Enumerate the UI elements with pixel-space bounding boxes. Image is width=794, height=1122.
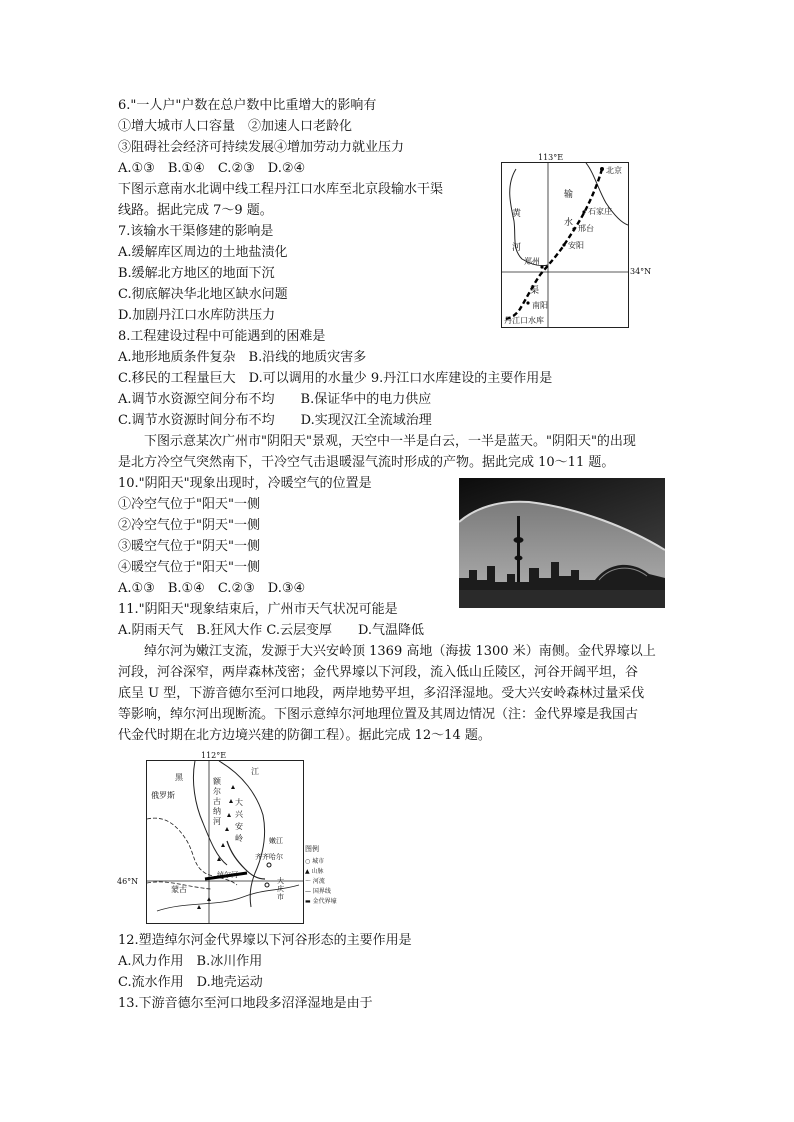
- q10-option-1: ①冷空气位于"阳天"一侧: [118, 497, 260, 512]
- map2-mongolia-label: 蒙古: [171, 885, 187, 894]
- map1-xingtai-label: 邢台: [578, 224, 594, 233]
- map1-canal-chars: 输水: [564, 190, 574, 228]
- q7-option-c: C.彻底解决华北地区缺水问题: [118, 287, 288, 302]
- daqing-dot: [265, 883, 269, 887]
- map2-russia-label: 俄罗斯: [151, 791, 175, 800]
- map2-daqing-label: 大庆市: [277, 877, 284, 901]
- q7-stem: 7.该输水干渠修建的影响是: [118, 224, 274, 239]
- q7-option-a: A.缓解库区周边的土地盐渍化: [118, 245, 288, 260]
- q12-options-cd: C.流水作用 D.地壳运动: [118, 975, 263, 990]
- map2-legend-wall: ▬ 金代界壕: [305, 898, 337, 905]
- water-diversion-map: [501, 153, 652, 328]
- q10-option-3: ③暖空气位于"阴天"一侧: [118, 539, 260, 554]
- intro-10-11-line2: 是北方冷空气突然南下，干冷空气击退暖湿气流时形成的产物。据此完成 10～11 题。: [118, 455, 615, 470]
- yinyang-sky-photo: [459, 478, 665, 608]
- map1-zhengzhou-label: 郑州: [524, 257, 540, 266]
- q9-options-ab: A.调节水资源空间分布不均 B.保证华中的电力供应: [118, 392, 432, 407]
- map1-anyang-label: 安阳: [568, 241, 584, 250]
- map2-argun-label: 额尔古纳河: [213, 777, 221, 826]
- q10-answers: A.①③ B.①④ C.②③ D.③④: [118, 581, 306, 596]
- q10-option-4: ④暖空气位于"阳天"一侧: [118, 560, 260, 575]
- photo-tower: [517, 516, 520, 586]
- map2-lat-label: 46°N: [117, 877, 139, 886]
- map1-danjiangkou-label: 丹江口水库: [504, 316, 544, 325]
- intro-12-14-line1: 绰尔河为嫩江支流，发源于大兴安岭顶 1369 高地（海拔 1300 米）南侧。金代界壕以上: [118, 644, 656, 659]
- map2-chuoer-label: 绰尔河: [217, 871, 238, 879]
- q6-options-line1: ①增大城市人口容量 ②加速人口老龄化: [118, 119, 353, 134]
- map2-daxinganling-label: 大兴安岭: [235, 798, 243, 843]
- map2-legend-title: 图例: [305, 845, 319, 853]
- map2-legend-mountain: ▲ 山脉: [305, 868, 324, 875]
- q8-stem: 8.工程建设过程中可能遇到的困难是: [118, 329, 326, 344]
- intro-7-9-line1: 下图示意南水北调中线工程丹江口水库至北京段输水干渠: [118, 182, 444, 197]
- q6-options-line2: ③阻碍社会经济可持续发展④增加劳动力就业压力: [118, 140, 405, 155]
- q13-stem: 13.下游音德尔至河口地段多沼泽湿地是由于: [118, 996, 373, 1011]
- yinyang-sky-photo-drawing: [459, 478, 665, 608]
- zhengzhou-dot: [540, 265, 543, 268]
- q7-option-b: B.缓解北方地区的地面下沉: [118, 266, 275, 281]
- map1-lon-label: 113°E: [538, 153, 564, 162]
- map2-legend-river: ～ 河流: [305, 878, 325, 885]
- q10-stem: 10."阴阳天"现象出现时，冷暖空气的位置是: [118, 476, 372, 491]
- q11-stem: 11."阴阳天"现象结束后，广州市天气状况可能是: [118, 602, 398, 617]
- q11-answers: A.阴雨天气 B.狂风大作 C.云层变厚 D.气温降低: [118, 623, 425, 638]
- map1-beijing-label: 北京: [606, 166, 622, 175]
- map2-heilongjiang-left: 黑: [175, 773, 183, 782]
- q12-options-ab: A.风力作用 B.冰川作用: [118, 954, 263, 969]
- chuoer-river-map: [117, 751, 337, 924]
- map1-yellow-river-label: 黄河: [512, 209, 522, 253]
- map2-legend-border: — 国界线: [305, 888, 331, 895]
- map2-qiqihar-label: 齐齐哈尔: [255, 853, 283, 861]
- beijing-dot: [600, 167, 604, 171]
- q10-option-2: ②冷空气位于"阴天"一侧: [118, 518, 260, 533]
- map1-ganqu-char: 渠: [530, 286, 540, 296]
- q8-options-ab: A.地形地质条件复杂 B.沿线的地质灾害多: [118, 350, 367, 365]
- q12-stem: 12.塑造绰尔河金代界壕以下河谷形态的主要作用是: [118, 933, 412, 948]
- map2-legend-city: ○ 城市: [305, 858, 325, 865]
- anyang-dot: [562, 243, 565, 246]
- map2-nenjiang-label: 嫩江: [269, 837, 283, 845]
- nanyang-dot: [526, 301, 529, 304]
- intro-12-14-line3: 底呈 U 型，下游音德尔至河口地段，两岸地势平坦，多沼泽湿地。受大兴安岭森林过量采伐: [118, 686, 645, 701]
- shijiazhuang-dot: [582, 210, 585, 213]
- q6-stem: 6."一人户"户数在总户数中比重增大的影响有: [118, 98, 377, 113]
- intro-12-14-line5: 代金代时期在北方边境兴建的防御工程）。据此完成 12～14 题。: [118, 728, 491, 743]
- photo-foreground: [459, 590, 665, 608]
- map1-shijiazhuang-label: 石家庄: [588, 207, 612, 216]
- intro-10-11-line1: 下图示意某次广州市"阴阳天"景观，天空中一半是白云，一半是蓝天。"阴阳天"的出现: [118, 434, 636, 449]
- q8-options-cd-q9-stem: C.移民的工程量巨大 D.可以调用的水量少 9.丹江口水库建设的主要作用是: [118, 371, 553, 386]
- q6-answers: A.①③ B.①④ C.②③ D.②④: [118, 161, 306, 176]
- qiqihar-dot: [267, 863, 271, 867]
- q7-option-d: D.加剧丹江口水库防洪压力: [118, 308, 276, 323]
- map2-heilongjiang-right: 江: [251, 767, 259, 776]
- intro-12-14-line4: 等影响，绰尔河出现断流。下图示意绰尔河地理位置及其周边情况（注：金代界壕是我国古: [118, 707, 639, 722]
- intro-7-9-line2: 线路。据此完成 7～9 题。: [118, 203, 273, 218]
- map1-nanyang-label: 南阳: [532, 301, 548, 310]
- map2-lon-label: 112°E: [201, 751, 227, 760]
- intro-12-14-line2: 河段，河谷深窄，两岸森林茂密；金代界壕以下河段，流入低山丘陵区，河谷开阔平坦，谷: [118, 665, 639, 680]
- map1-lat-label: 34°N: [630, 267, 652, 276]
- q9-options-cd: C.调节水资源时间分布不均 D.实现汉江全流域治理: [118, 413, 432, 428]
